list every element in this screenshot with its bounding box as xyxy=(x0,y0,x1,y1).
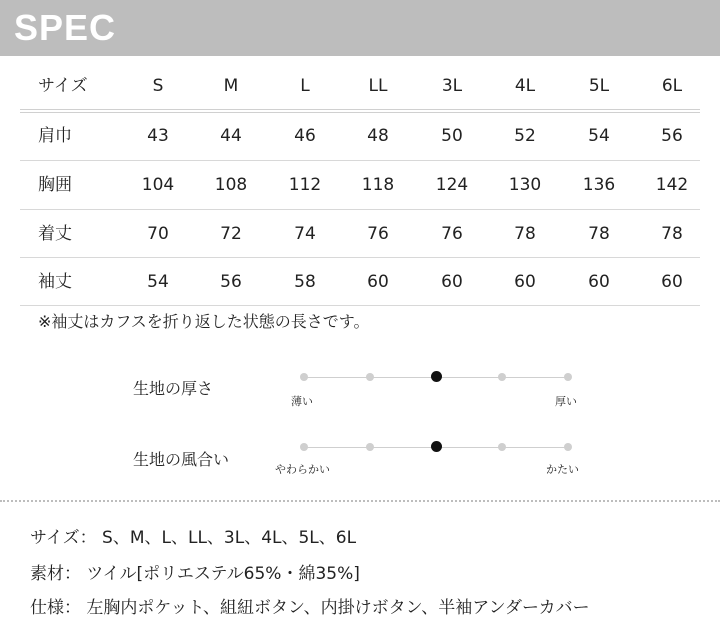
table-cell: 60 xyxy=(661,272,683,292)
texture-scale-dot xyxy=(366,443,374,451)
table-cell: 60 xyxy=(588,272,610,292)
column-header: M xyxy=(223,76,239,96)
table-cell: 50 xyxy=(441,126,463,146)
table-cell: 58 xyxy=(294,272,316,292)
table-row xyxy=(20,161,700,209)
table-cell: 78 xyxy=(661,224,683,244)
column-header: 3L xyxy=(441,76,463,96)
table-cell: 54 xyxy=(147,272,169,292)
table-row xyxy=(20,210,700,258)
row-label: 着丈 xyxy=(38,224,72,244)
texture-scale-dot xyxy=(498,443,506,451)
thickness-scale-dot xyxy=(366,373,374,381)
texture-max-label: かたい xyxy=(546,463,579,476)
table-cell: 136 xyxy=(582,175,616,195)
thickness-max-label: 厚い xyxy=(555,395,577,408)
dotted-divider xyxy=(0,500,720,502)
table-cell: 52 xyxy=(514,126,536,146)
row-label: 胸囲 xyxy=(38,175,72,195)
table-cell: 72 xyxy=(220,224,242,244)
table-header-row xyxy=(20,62,700,110)
thickness-scale-selected-dot xyxy=(431,371,442,382)
texture-label: 生地の風合い xyxy=(133,450,230,469)
table-cell: 142 xyxy=(655,175,689,195)
table-cell: 56 xyxy=(220,272,242,292)
spec-table-body xyxy=(20,112,700,160)
table-row xyxy=(20,258,700,306)
table-cell: 78 xyxy=(514,224,536,244)
table-cell: 104 xyxy=(141,175,175,195)
column-header: S xyxy=(152,76,164,96)
table-cell: 108 xyxy=(214,175,248,195)
texture-scale-dot xyxy=(564,443,572,451)
spec-table-body xyxy=(20,161,700,209)
column-header: LL xyxy=(368,76,388,96)
sizes-info: サイズ： S、M、L、LL、3L、4L、5L、6L xyxy=(30,528,357,548)
material-info: 素材： ツイル[ポリエステル65%・綿35%] xyxy=(30,564,360,584)
column-header: L xyxy=(300,76,310,96)
thickness-scale-dot xyxy=(564,373,572,381)
table-row xyxy=(20,112,700,160)
table-cell: 43 xyxy=(147,126,169,146)
column-header: サイズ xyxy=(38,76,88,96)
texture-scale-selected-dot xyxy=(431,441,442,452)
table-cell: 78 xyxy=(588,224,610,244)
spec-table-body xyxy=(20,210,700,258)
table-cell: 48 xyxy=(367,126,389,146)
table-cell: 76 xyxy=(367,224,389,244)
column-header: 4L xyxy=(514,76,536,96)
spec-table xyxy=(20,62,700,110)
sleeve-note: ※袖丈はカフスを折り返した状態の長さです。 xyxy=(38,312,370,331)
table-cell: 54 xyxy=(588,126,610,146)
table-cell: 44 xyxy=(220,126,242,146)
table-cell: 60 xyxy=(514,272,536,292)
row-label: 袖丈 xyxy=(38,272,72,292)
table-cell: 56 xyxy=(661,126,683,146)
texture-scale-dot xyxy=(300,443,308,451)
spec-table-body xyxy=(20,258,700,306)
page-title: SPEC xyxy=(14,7,117,48)
column-header: 5L xyxy=(588,76,610,96)
table-cell: 74 xyxy=(294,224,316,244)
table-cell: 118 xyxy=(361,175,395,195)
spec-header xyxy=(0,0,720,56)
table-cell: 112 xyxy=(288,175,322,195)
thickness-scale-dot xyxy=(300,373,308,381)
thickness-scale-dot xyxy=(498,373,506,381)
row-label: 肩巾 xyxy=(38,126,72,146)
table-cell: 130 xyxy=(508,175,542,195)
table-cell: 60 xyxy=(441,272,463,292)
table-cell: 124 xyxy=(435,175,469,195)
table-cell: 60 xyxy=(367,272,389,292)
thickness-min-label: 薄い xyxy=(291,395,313,408)
spec-info: 仕様： 左胸内ポケット、組紐ボタン、内掛けボタン、半袖アンダーカバー xyxy=(30,598,590,618)
table-cell: 46 xyxy=(294,126,316,146)
thickness-label: 生地の厚さ xyxy=(133,379,214,398)
row-divider xyxy=(20,305,700,306)
column-header: 6L xyxy=(661,76,683,96)
table-cell: 70 xyxy=(147,224,169,244)
table-cell: 76 xyxy=(441,224,463,244)
texture-min-label: やわらかい xyxy=(275,463,330,476)
